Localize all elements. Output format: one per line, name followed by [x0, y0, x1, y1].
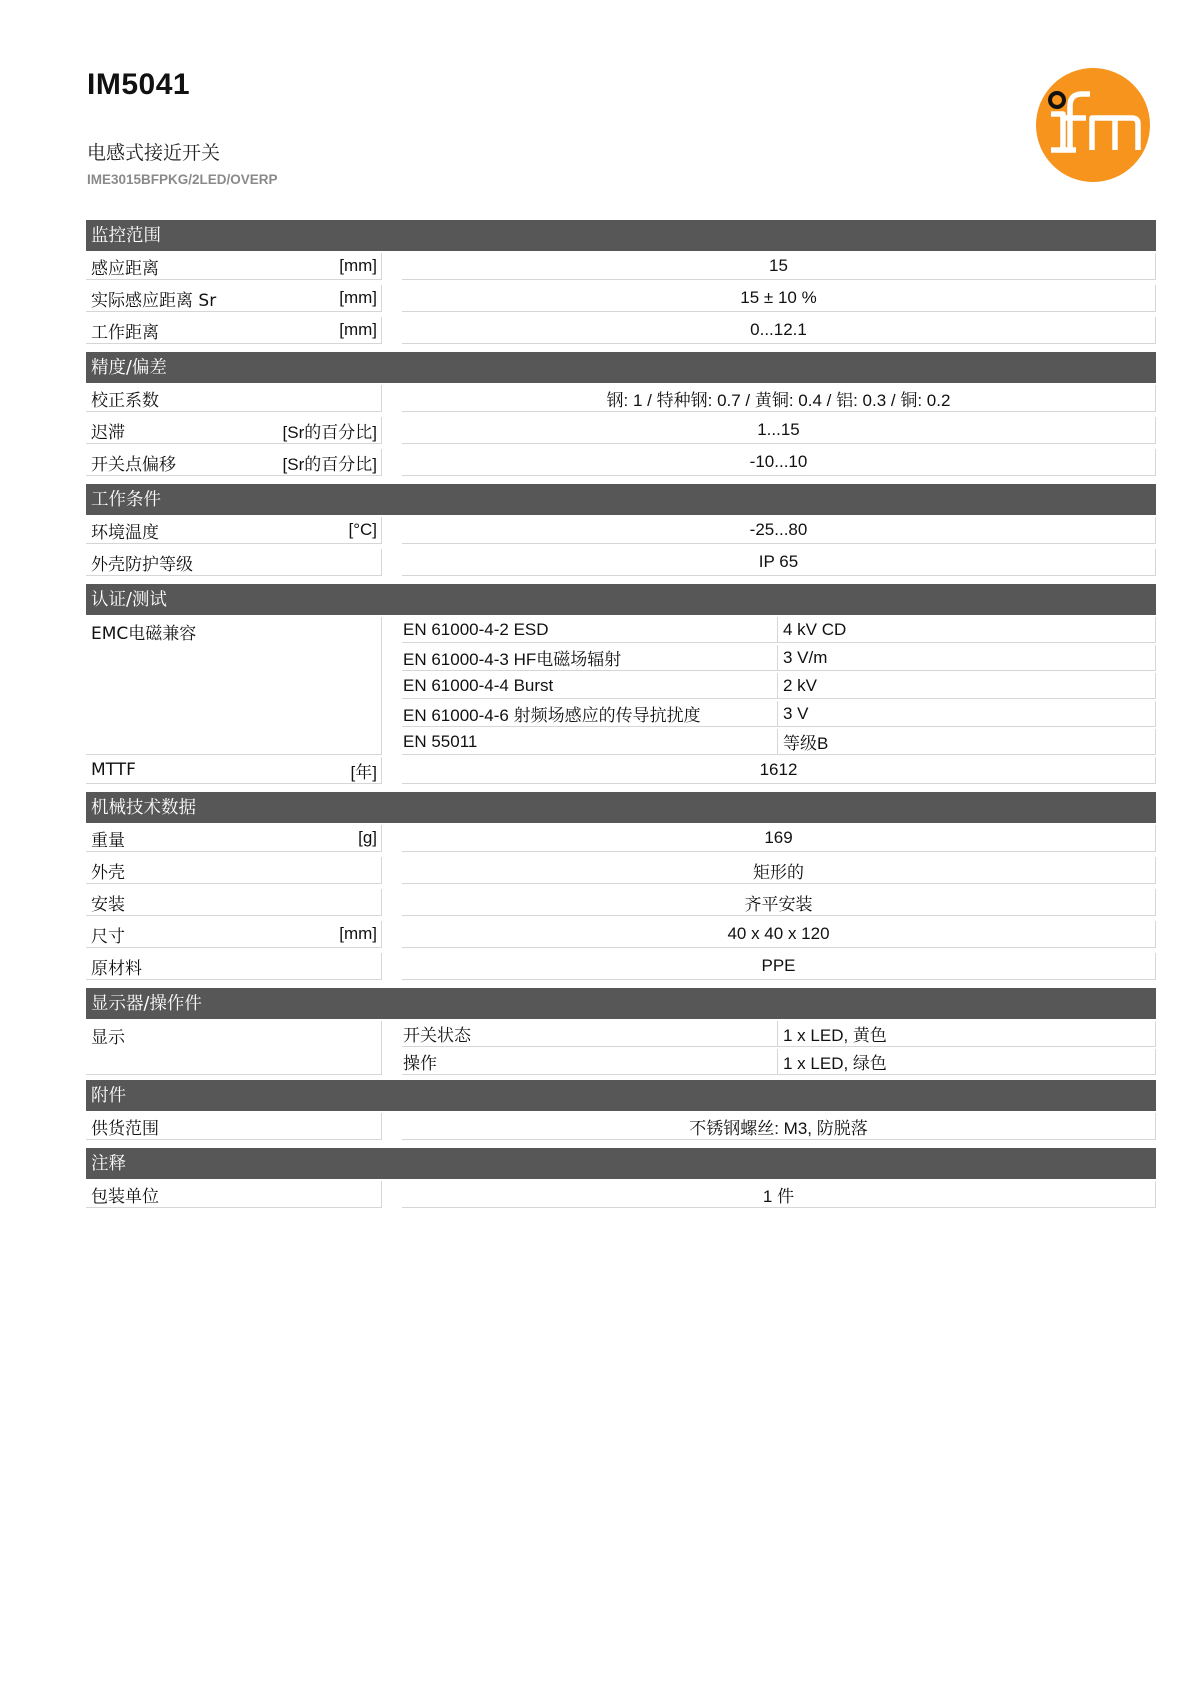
- emc-standard: EN 61000-4-4 Burst: [402, 673, 778, 699]
- row-unit: [mm]: [339, 288, 377, 307]
- row-label: 显示: [91, 1028, 125, 1048]
- spec-row: [86, 515, 1156, 547]
- section-display: 显示器/操作件: [86, 988, 1156, 1019]
- emc-standard: EN 61000-4-2 ESD: [402, 617, 778, 643]
- row-label: 环境温度: [91, 522, 159, 543]
- row-value: 169: [402, 825, 1156, 852]
- row-value: -25...80: [402, 517, 1156, 544]
- row-unit: [Sr的百分比]: [282, 454, 377, 474]
- row-value: 1612: [402, 757, 1156, 784]
- display-item-name: 开关状态: [402, 1021, 778, 1047]
- emc-block: [86, 615, 1156, 755]
- section-accessories: 附件: [86, 1080, 1156, 1111]
- emc-standard: EN 55011: [402, 729, 778, 755]
- section-monitoring: 监控范围: [86, 220, 1156, 251]
- spec-row: [86, 383, 1156, 415]
- row-value: 15: [402, 253, 1156, 280]
- emc-row: [402, 671, 1156, 699]
- spec-row: [86, 315, 1156, 347]
- row-value: 钢: 1 / 特种钢: 0.7 / 黄铜: 0.4 / 铝: 0.3 / 铜: 0.2: [402, 385, 1156, 412]
- spec-row: [86, 547, 1156, 579]
- spec-row: [86, 447, 1156, 479]
- product-code: IME3015BFPKG/2LED/OVERP: [87, 172, 278, 187]
- emc-value: 等级B: [778, 729, 1156, 755]
- ifm-logo: [1034, 66, 1152, 184]
- row-label: 包装单位: [91, 1186, 159, 1207]
- spec-row: [86, 755, 1156, 787]
- spec-row: [86, 283, 1156, 315]
- row-label: 重量: [91, 830, 125, 851]
- row-value: 矩形的: [402, 857, 1156, 884]
- emc-row: [402, 643, 1156, 671]
- row-label: EMC电磁兼容: [91, 624, 197, 644]
- spec-row: [86, 951, 1156, 983]
- emc-row: [402, 699, 1156, 727]
- spec-row: [86, 415, 1156, 447]
- spec-row: [86, 823, 1156, 855]
- row-value: 15 ± 10 %: [402, 285, 1156, 312]
- section-mechanical: 机械技术数据: [86, 792, 1156, 823]
- emc-value: 2 kV: [778, 673, 1156, 699]
- emc-value: 3 V/m: [778, 645, 1156, 671]
- spec-row: [86, 855, 1156, 887]
- row-unit: [mm]: [339, 924, 377, 943]
- emc-value: 4 kV CD: [778, 617, 1156, 643]
- display-item-value: 1 x LED, 黄色: [778, 1021, 1156, 1047]
- row-label: 工作距离: [91, 322, 159, 343]
- display-row: [402, 1047, 1156, 1075]
- emc-standard: EN 61000-4-6 射频场感应的传导抗扰度: [402, 701, 778, 727]
- row-label: 外壳防护等级: [91, 554, 193, 575]
- row-unit: [g]: [358, 828, 377, 847]
- row-label: 开关点偏移: [91, 454, 176, 475]
- row-value: -10...10: [402, 449, 1156, 476]
- row-label: 外壳: [91, 862, 125, 883]
- row-value: 0...12.1: [402, 317, 1156, 344]
- product-subtitle: 电感式接近开关: [87, 142, 221, 164]
- row-label: 供货范围: [91, 1118, 159, 1139]
- product-title: IM5041: [87, 68, 191, 101]
- row-value: PPE: [402, 953, 1156, 980]
- emc-grid: [402, 615, 1156, 755]
- row-label: MTTF: [91, 760, 136, 780]
- row-label: 感应距离: [91, 258, 159, 279]
- row-value: 1 件: [402, 1181, 1156, 1208]
- display-block: [86, 1019, 1156, 1075]
- row-label: 迟滞: [91, 422, 125, 443]
- emc-row: [402, 727, 1156, 755]
- row-value: 1...15: [402, 417, 1156, 444]
- spec-row: [86, 1179, 1156, 1211]
- spec-row: [86, 887, 1156, 919]
- row-unit: [Sr的百分比]: [282, 422, 377, 442]
- display-grid: [402, 1019, 1156, 1075]
- section-notes: 注释: [86, 1148, 1156, 1179]
- spec-row: [86, 919, 1156, 951]
- emc-row: [402, 615, 1156, 643]
- emc-standard: EN 61000-4-3 HF电磁场辐射: [402, 645, 778, 671]
- emc-value: 3 V: [778, 701, 1156, 727]
- row-unit: [mm]: [339, 320, 377, 339]
- row-label: 校正系数: [91, 390, 159, 411]
- row-value: 40 x 40 x 120: [402, 921, 1156, 948]
- row-value: IP 65: [402, 549, 1156, 576]
- display-row: [402, 1019, 1156, 1047]
- spec-row: [86, 251, 1156, 283]
- row-label: 实际感应距离 Sr: [91, 290, 217, 311]
- spec-row: [86, 1111, 1156, 1143]
- row-unit: [年]: [350, 762, 377, 782]
- row-value: 不锈钢螺丝: M3, 防脱落: [402, 1113, 1156, 1140]
- row-label: 尺寸: [91, 926, 125, 947]
- row-label: 安装: [91, 894, 125, 915]
- section-accuracy: 精度/偏差: [86, 352, 1156, 383]
- section-approvals: 认证/测试: [86, 584, 1156, 615]
- display-item-name: 操作: [402, 1049, 778, 1075]
- section-operating: 工作条件: [86, 484, 1156, 515]
- display-item-value: 1 x LED, 绿色: [778, 1049, 1156, 1075]
- row-label: 原材料: [91, 958, 142, 979]
- row-unit: [mm]: [339, 256, 377, 275]
- row-unit: [°C]: [348, 520, 377, 539]
- spec-table: [86, 220, 1156, 1211]
- row-value: 齐平安装: [402, 889, 1156, 916]
